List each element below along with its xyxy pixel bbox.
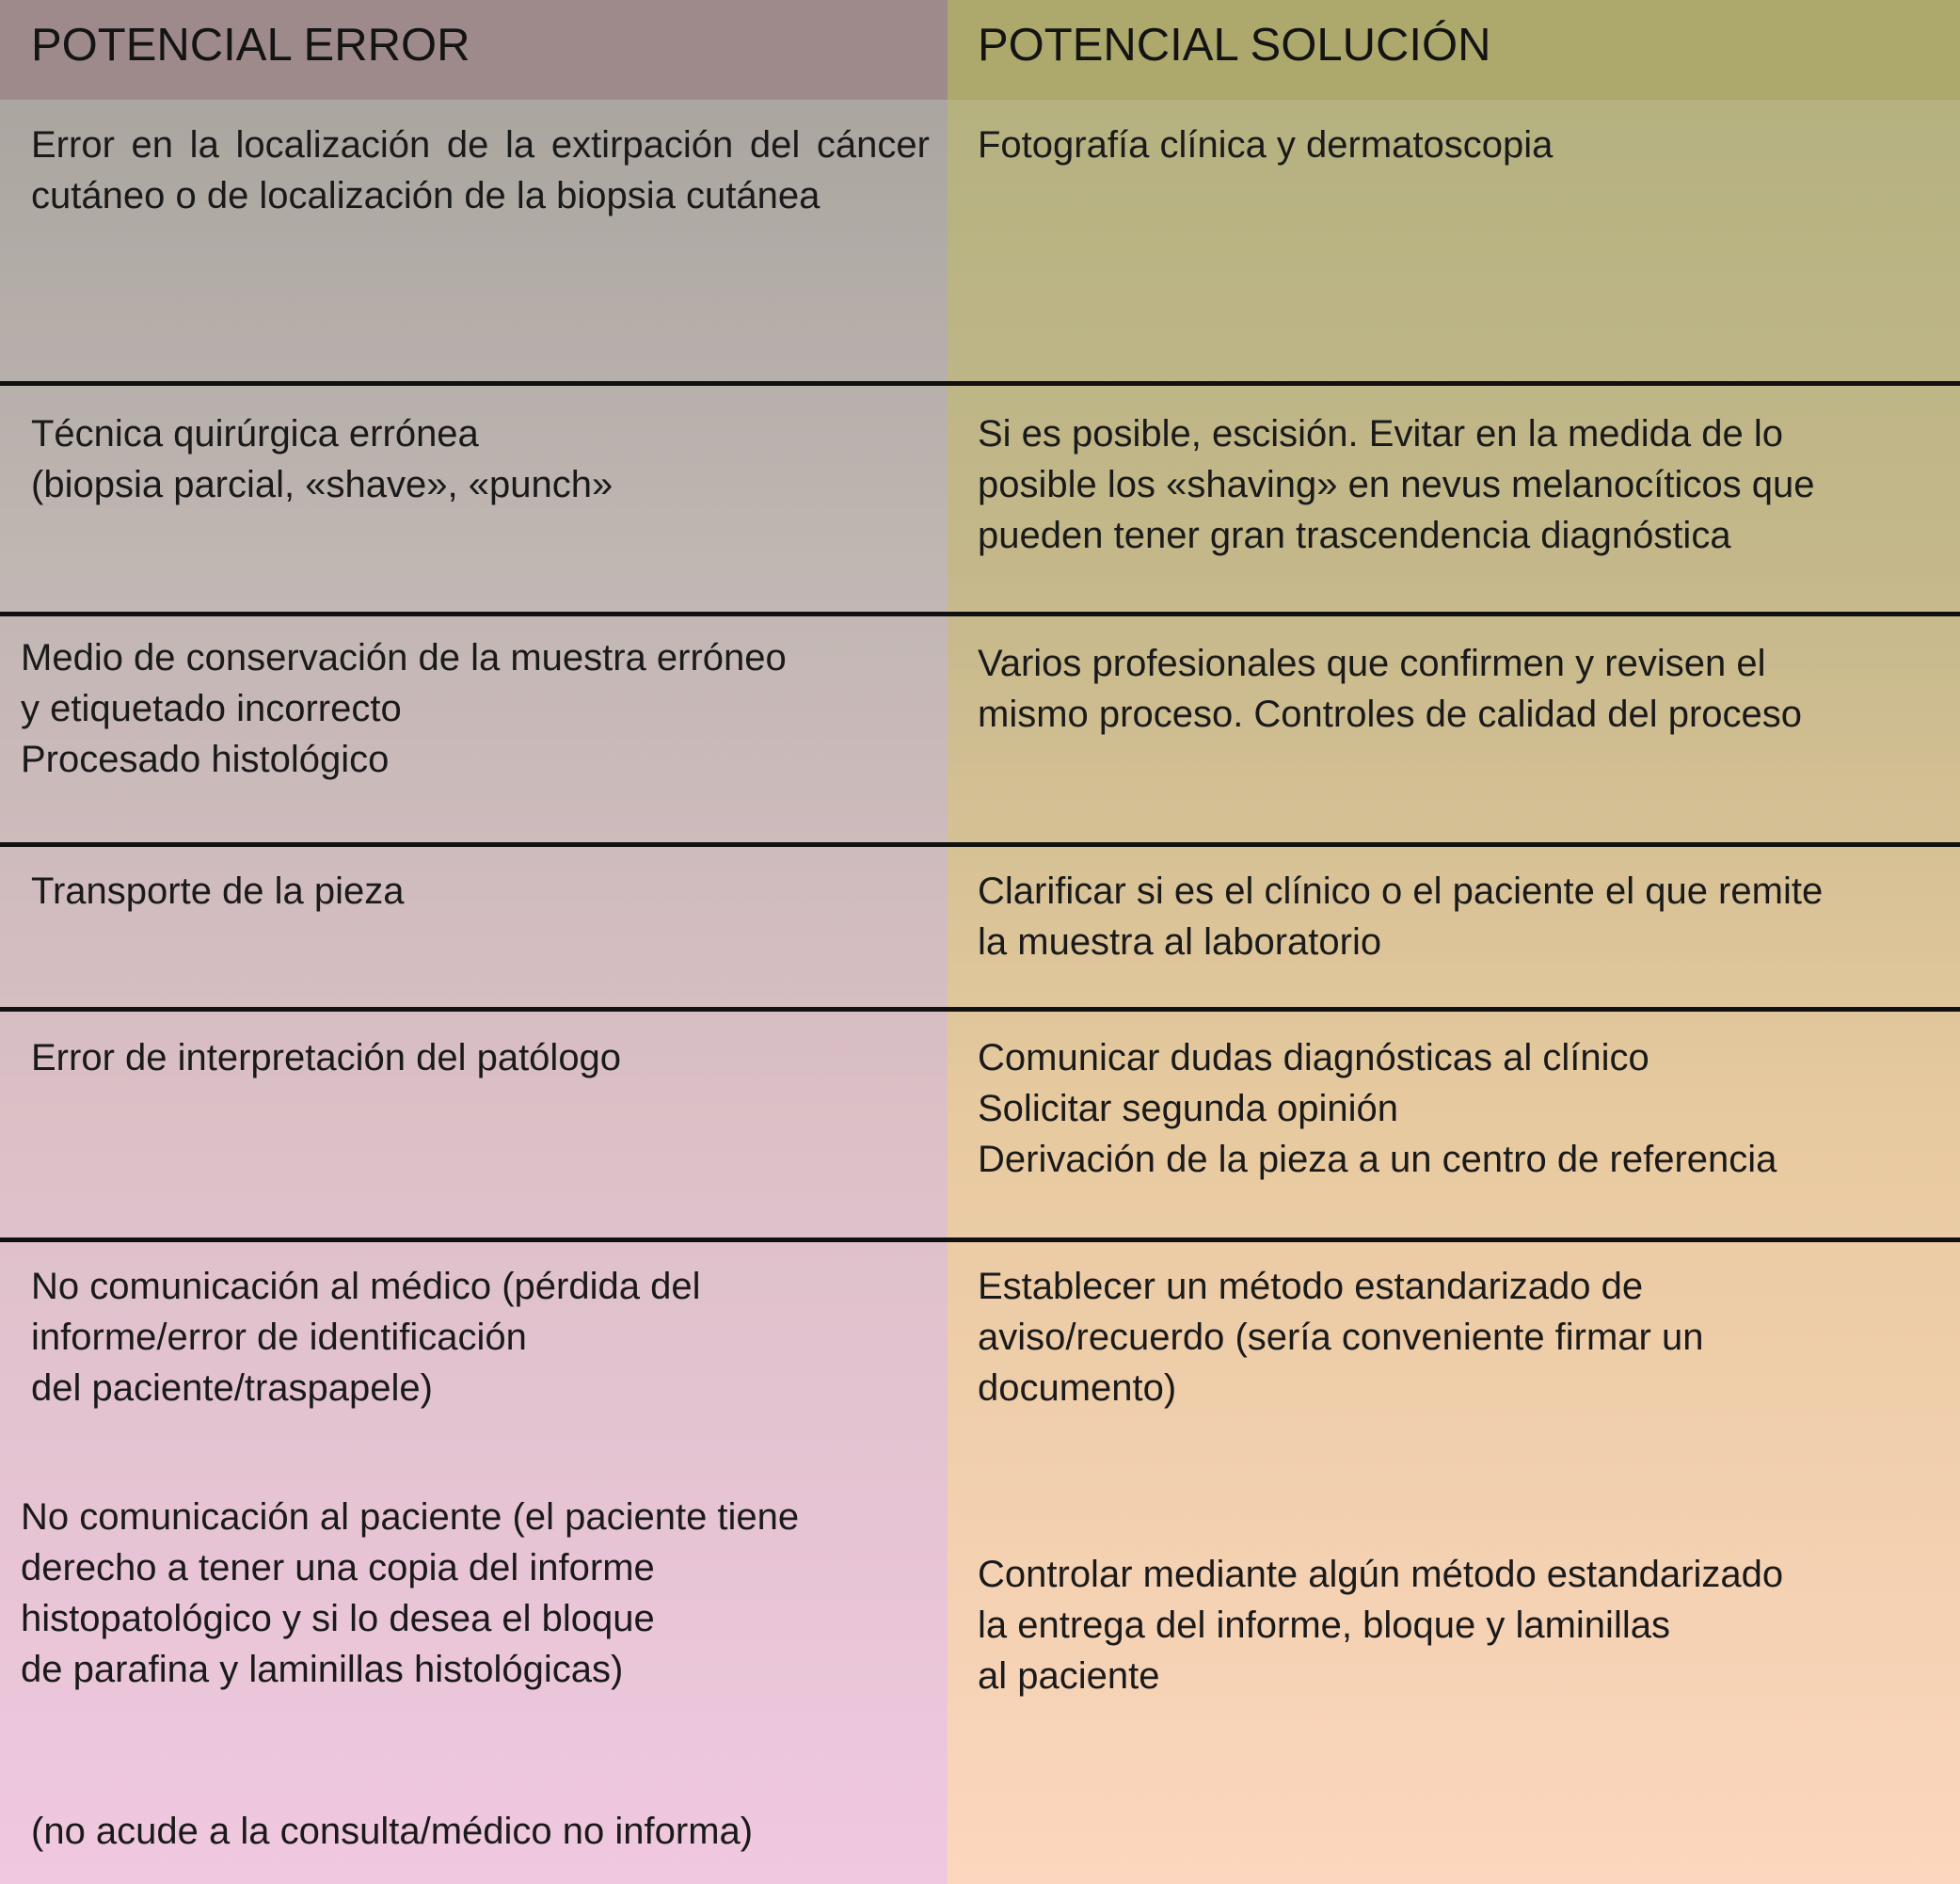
row-3-error: Medio de conservación de la muestra erróneo y etiquetado incorrecto Procesado histológico xyxy=(21,637,787,780)
row-6-error: No comunicación al médico (pérdida del informe/error de identificación del paciente/traspapele) xyxy=(31,1266,701,1409)
solution-header-title: POTENCIAL SOLUCIÓN xyxy=(978,20,1491,71)
row-1-solution: Fotografía clínica y dermatoscopia xyxy=(978,124,1554,166)
row-1-error: Error en la localización de la extirpación del cáncer cutáneo o de localización de la biopsia cutánea xyxy=(31,124,930,216)
row-4-solution: Clarificar si es el clínico o el paciente el que remite la muestra al laboratorio xyxy=(978,870,1824,963)
row-4-error: Transporte de la pieza xyxy=(31,870,405,912)
row-2-error: Técnica quirúrgica errónea (biopsia parcial, «shave», «punch» xyxy=(31,413,613,505)
row-2-solution: Si es posible, escisión. Evitar en la medida de lo posible los «shaving» en nevus melanocíticos que pueden tener gran trascendencia diagnóstica xyxy=(978,413,1815,556)
row-divider xyxy=(0,842,1960,847)
row-divider xyxy=(0,612,1960,616)
row-5-solution: Comunicar dudas diagnósticas al clínico Solicitar segunda opinión Derivación de la pieza a un centro de referencia xyxy=(978,1037,1777,1180)
row-6-error-patient: No comunicación al paciente (el paciente tiene derecho a tener una copia del informe histopatológico y si lo desea el bloque de parafina y laminillas histológicas) xyxy=(21,1496,800,1690)
solution-header xyxy=(948,0,1960,100)
row-divider xyxy=(0,381,1960,386)
row-divider xyxy=(0,1237,1960,1242)
error-header-title: POTENCIAL ERROR xyxy=(31,20,470,71)
row-5-error: Error de interpretación del patólogo xyxy=(31,1037,622,1078)
row-divider xyxy=(0,1007,1960,1012)
row-6-solution-patient: Controlar mediante algún método estandarizado la entrega del informe, bloque y laminillas al paciente xyxy=(978,1554,1784,1697)
row-6-error-note: (no acude a la consulta/médico no informa) xyxy=(31,1811,754,1852)
error-header xyxy=(0,0,948,100)
row-6-solution: Establecer un método estandarizado de aviso/recuerdo (sería conveniente firmar un documento) xyxy=(978,1266,1704,1409)
row-3-solution: Varios profesionales que confirmen y revisen el mismo proceso. Controles de calidad del proceso xyxy=(978,643,1802,735)
